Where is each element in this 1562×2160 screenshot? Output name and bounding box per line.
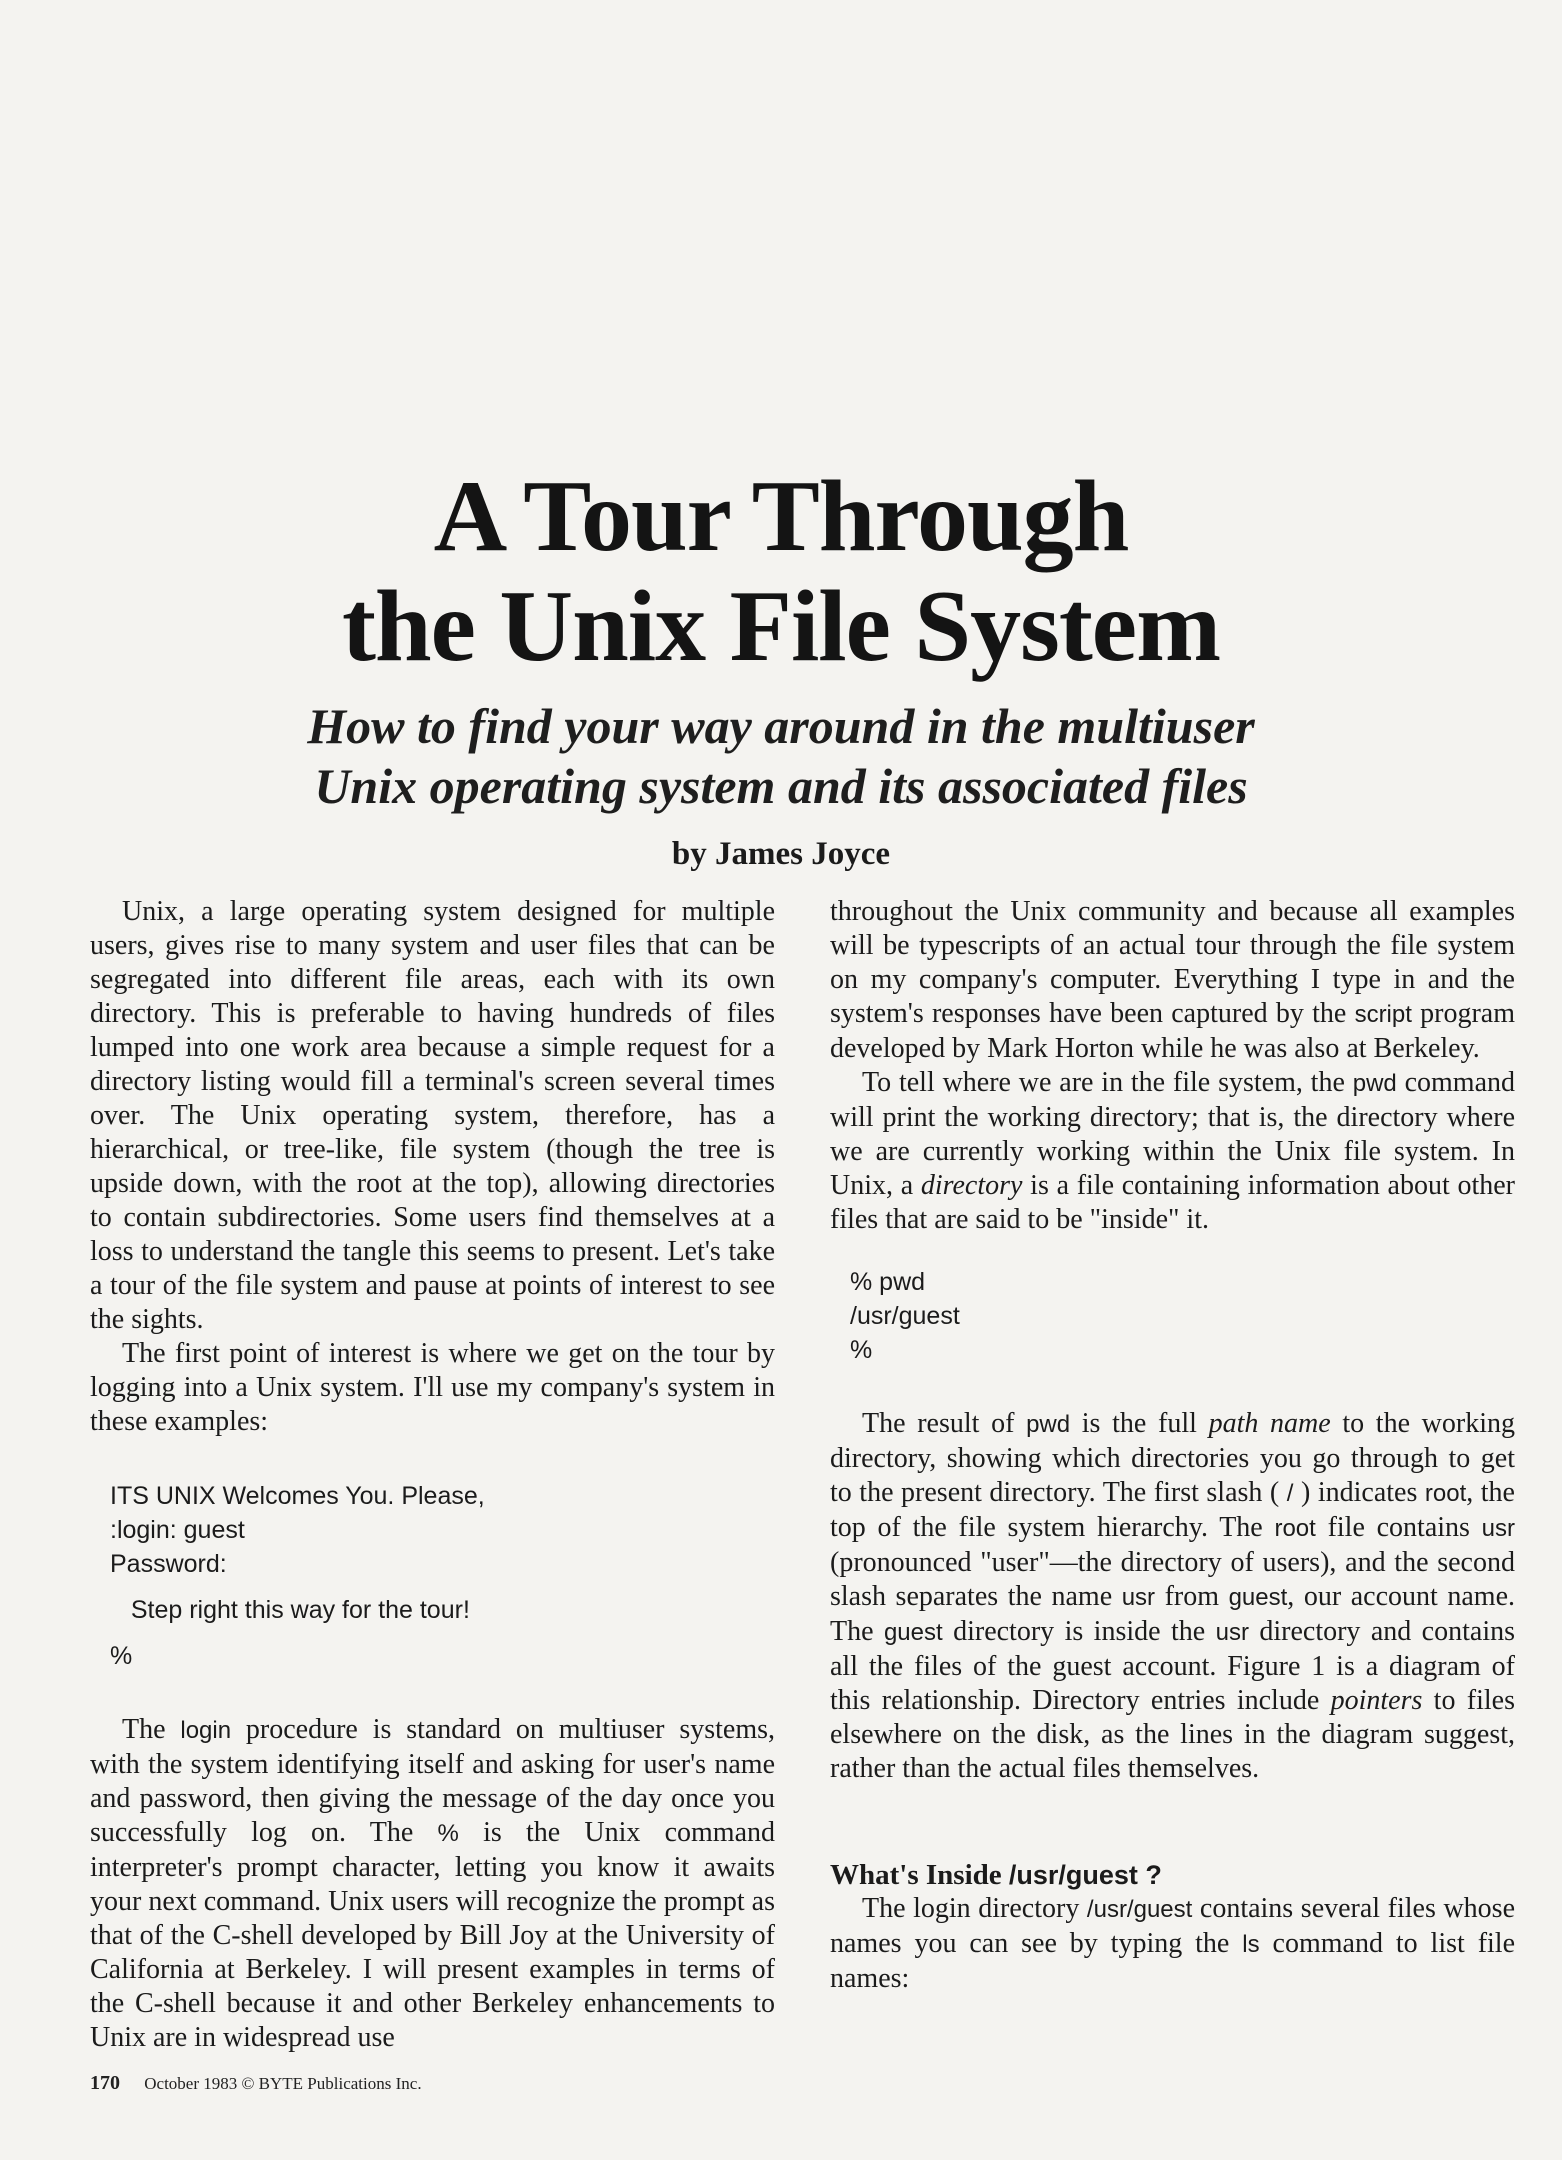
article-subtitle <box>0 696 1562 816</box>
right-paragraph-2: To tell where we are in the file system, the pwd command will print the working directory; that is, the directory where we are currently working within the Unix file system. In Unix, a directory is a file containing information about other files that are said to be "inside" it. <box>830 1067 1515 1235</box>
page-number: 170 <box>90 2072 120 2094</box>
left-paragraph-1: Unix, a large operating system designed for multiple users, gives rise to many system and user files that can be segregated into different file areas, each with its own directory. This is preferable to having hundreds of files lumped into one work area because a simple request for a directory listing would fill a terminal's screen several times over. The Unix operating system, therefore, has a hierarchical, or tree-like, file system (though the tree is upside down, with the root at the top), allowing directories to contain subdirectories. Some users find themselves at a loss to understand the tangle this seems to present. Let's take a tour of the file system and pause at points of interest to see the sights. <box>90 896 775 1335</box>
byline: by James Joyce <box>671 836 891 872</box>
title-line-2: the Unix File System <box>341 570 1221 683</box>
login-line-2: :login: guest <box>110 1516 245 1544</box>
login-line-3: Password: <box>110 1550 227 1578</box>
left-paragraph-2: The first point of interest is where we get on the tour by logging into a Unix system. I'll use my company's system in these examples: <box>90 1338 775 1437</box>
right-paragraph-1: throughout the Unix community and because all examples will be typescripts of an actual tour through the file system on my company's computer. Everything I type in and the system's responses have been captured by the script program developed by Mark Horton while he was also at Berkeley. <box>830 896 1515 1064</box>
article-title <box>0 462 1562 682</box>
subtitle-line-2: Unix operating system and its associated files <box>314 758 1248 814</box>
subtitle-line-1: How to find your way around in the multiuser <box>307 698 1255 754</box>
pwd-line-3: % <box>850 1336 873 1364</box>
login-line-1: ITS UNIX Welcomes You. Please, <box>110 1482 485 1510</box>
login-transcript <box>110 1479 775 1673</box>
right-paragraph-4: The login directory /usr/guest contains several files whose names you can see by typing the ls command to list file names: <box>830 1893 1515 1994</box>
login-line-4: Step right this way for the tour! <box>110 1596 470 1624</box>
pwd-line-1: % pwd <box>850 1268 926 1296</box>
left-column <box>90 895 775 2055</box>
footer-text: October 1983 © BYTE Publications Inc. <box>144 2074 422 2093</box>
left-paragraph-3: The login procedure is standard on multiuser systems, with the system identifying itself and asking for user's name and password, then giving the message of the day once you successfully log on. The % is the Unix command interpreter's prompt character, letting you know it awaits your next command. Unix users will recognize the prompt as that of the C-shell developed by Bill Joy at the University of California at Berkeley. I will present examples in terms of the C-shell because it and other Berkeley enhancements to Unix are in widespread use <box>90 1714 776 2053</box>
right-paragraph-3: The result of pwd is the full path name to the working directory, showing which directories you go through to get to the present directory. The first slash ( / ) indicates root, the top of the file system hierarchy. The root file contains usr (pronounced "user"—the directory of users), and the second slash separates the name usr from guest, our account name. The guest directory is inside the usr directory and contains all the files of the guest account. Figure 1 is a diagram of this relationship. Directory entries include pointers to files elsewhere on the disk, as the lines in the diagram suggest, rather than the actual files themselves. <box>830 1408 1515 1784</box>
section-heading: What's Inside /usr/guest ? <box>830 1859 1162 1891</box>
title-line-1: A Tour Through <box>433 460 1129 573</box>
pwd-line-2: /usr/guest <box>850 1302 960 1330</box>
right-column <box>830 895 1515 1996</box>
login-line-5: % <box>110 1642 133 1670</box>
page-footer <box>90 2072 422 2095</box>
pwd-transcript <box>850 1265 1515 1367</box>
